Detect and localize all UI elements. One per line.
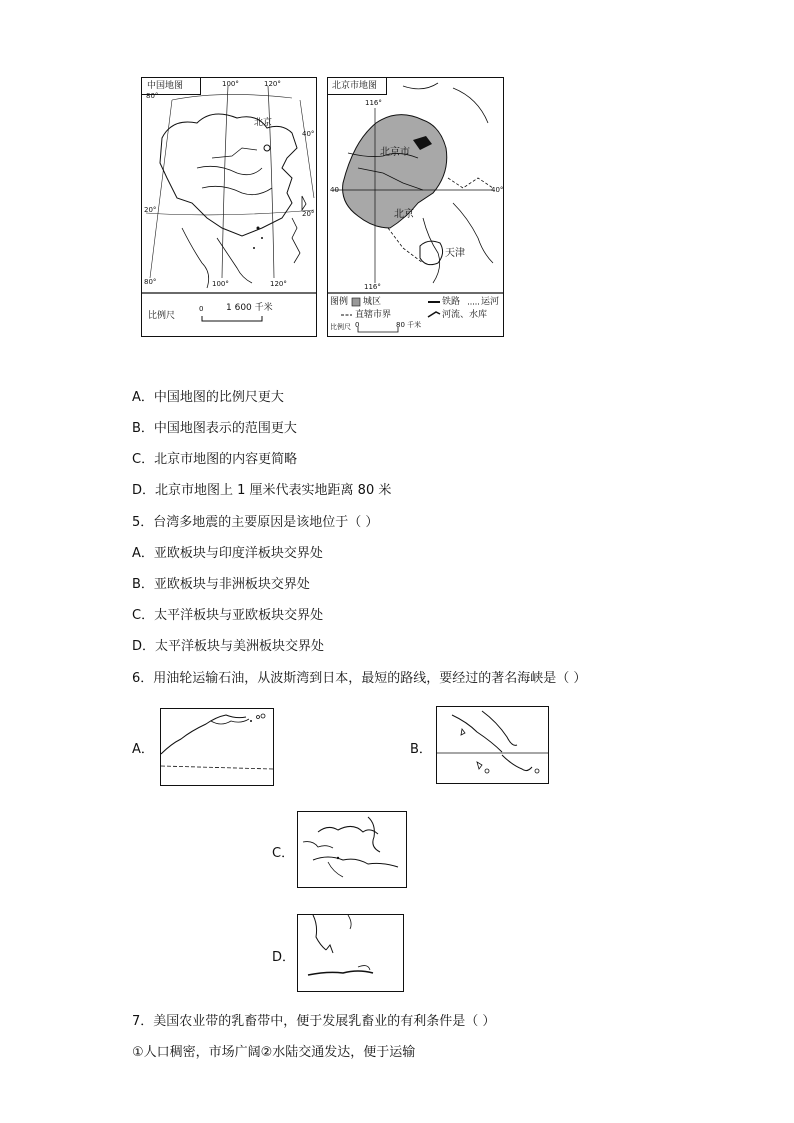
china-map-title: 中国地图: [147, 81, 184, 91]
beijing-lon-bottom: 116°: [364, 283, 381, 291]
legend-boundary: 直辖市界: [355, 310, 392, 320]
beijing-map: [327, 77, 504, 337]
beijing-scale-zero: 0: [355, 321, 360, 329]
q4-option-c: C．北京市地图的内容更简略: [132, 452, 298, 467]
china-scale-label: 比例尺: [148, 311, 176, 321]
legend-urban: 城区: [363, 297, 382, 307]
beijing-scale-label: 比例尺: [330, 323, 351, 331]
legend-river: 河流、水库: [442, 310, 488, 320]
q6-option-c-label: C．: [272, 846, 295, 861]
q7-line-2: ①人口稠密，市场广阔②水陆交通发达，便于运输: [132, 1045, 416, 1060]
q5-option-c: C．太平洋板块与亚欧板块交界处: [132, 608, 324, 623]
legend-label: 图例: [330, 297, 349, 307]
q5-option-d: D．太平洋板块与美洲板块交界处: [132, 639, 325, 654]
q6-option-c-map: [297, 811, 407, 888]
china-lat-right-40: 40°: [302, 130, 315, 138]
q6-stem: 6．用油轮运输石油，从波斯湾到日本，最短的路线，要经过的著名海峡是（ ）: [132, 671, 587, 686]
china-map-graphic: [142, 78, 316, 336]
q7-stem: 7．美国农业带的乳畜带中，便于发展乳畜业的有利条件是（ ）: [132, 1014, 496, 1029]
china-beijing-label: 北京: [254, 118, 273, 128]
legend-canal: 运河: [481, 297, 500, 307]
china-lat-left-top: 80°: [146, 92, 159, 100]
q4-option-d: D．北京市地图上 1 厘米代表实地距离 80 米: [132, 483, 392, 498]
q5-stem: 5．台湾多地震的主要原因是该地位于（ ）: [132, 515, 379, 530]
tianjin-label: 天津: [445, 248, 465, 259]
china-lat-right-20: 20°: [302, 210, 315, 218]
china-map: [141, 77, 317, 337]
q6-option-d-map: [297, 914, 404, 992]
china-lon-top-1: 100°: [222, 80, 239, 88]
q4-option-b: B．中国地图表示的范围更大: [132, 421, 297, 436]
china-scale-value: 1 600 千米: [226, 303, 273, 313]
china-lon-bottom-2: 120°: [270, 280, 287, 288]
q6-option-b-label: B．: [410, 742, 432, 757]
beijing-lat-left: 40: [330, 186, 339, 194]
q6-option-a-label: A．: [132, 742, 154, 757]
q4-option-a: A．中国地图的比例尺更大: [132, 390, 284, 405]
beijing-scale-value: 80 千米: [396, 321, 422, 329]
q6-option-b-map: [436, 706, 549, 784]
q6-option-a-map: [160, 708, 274, 786]
q5-option-b: B．亚欧板块与非洲板块交界处: [132, 577, 310, 592]
china-lon-bottom-1: 100°: [212, 280, 229, 288]
china-lat-left-80: 80°: [144, 278, 157, 286]
beijing-lat-right: 40°: [491, 186, 504, 194]
china-scale-zero: 0: [199, 305, 204, 313]
china-lon-top-2: 120°: [264, 80, 281, 88]
beijing-city-label: 北京市: [380, 147, 410, 158]
beijing-map-graphic: [328, 78, 503, 336]
q5-option-a: A．亚欧板块与印度洋板块交界处: [132, 546, 323, 561]
beijing-label: 北京: [394, 209, 414, 220]
legend-railway: 铁路: [442, 297, 461, 307]
beijing-lon-top: 116°: [365, 99, 382, 107]
beijing-map-title: 北京市地图: [332, 81, 378, 91]
q6-option-d-label: D．: [272, 950, 296, 965]
china-lat-left-20: 20°: [144, 206, 157, 214]
